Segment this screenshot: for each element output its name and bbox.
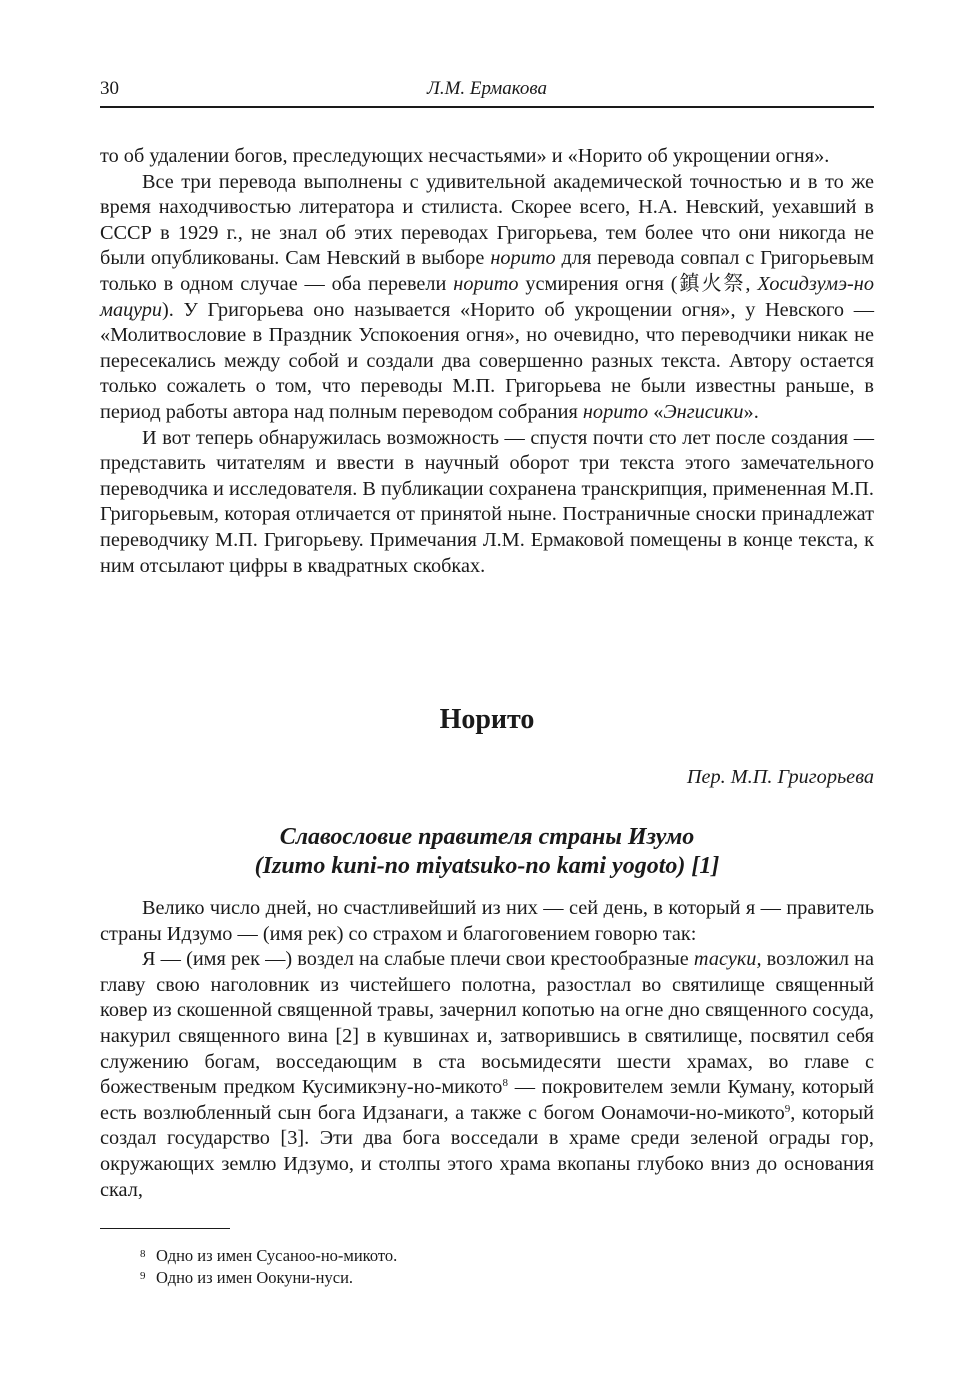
footnote [100, 1245, 874, 1267]
footnote-divider [100, 1228, 230, 1229]
prayer-subtitle [100, 823, 874, 881]
footnote-ref: 8 [502, 1077, 508, 1090]
page-header [100, 76, 874, 108]
subtitle-line: (Izumo kuni-no miyatsuko-no kami yogoto) [1] [254, 853, 720, 879]
page-number: 30 [100, 78, 119, 99]
footnote-ref: 9 [784, 1102, 791, 1115]
footnote-mark: 9 [140, 1270, 146, 1282]
paragraph: Я — (имя рек —) воздел на слабые плечи свои крестообразные тасуки, возложил на главу свою наголовник из чистейшего полотна, разостлал во святилище священный ковер из скошенной священной травы, зачернил копотью на огне дно священного сосуда, накурил священного вина [2] в кувшинах и, затворившись в святилище, посвятил себя служению богам, восседающим в ста восьмидесяти шести храмах, во главе с божественым предком Кусимикэну-но-микото$^8$ — покровителем земли Куману, который есть возлюбленный сын бога Идзанаги, а также с богом Оонамочи-но-микото$^9$, который создал государство [3]. Эти два бога восседали в храме среди зеленой ограды гор, окружающих землю Идзумо, и столпы этого храма вкопаны глубоко вниз до основания скал, [100, 948, 875, 1201]
intro-text [100, 144, 874, 579]
prayer-text [100, 896, 874, 1203]
paragraph: то об удалении богов, преследующих несчастьями» и «Норито об укрощении огня». [100, 145, 830, 167]
subtitle-line: Славословие правителя страны Изумо [279, 824, 695, 850]
section-title: Норито [439, 704, 535, 735]
translator-credit: Пер. М.П. Григорьева [686, 766, 874, 788]
footnote [100, 1267, 874, 1289]
footnote-text: Одно из имен Оокуни-нуси. [156, 1268, 354, 1287]
paragraph: Велико число дней, но счастливейший из них — сей день, в который я — правитель страны Идзумо — (имя рек) со страхом и благоговением говорю так: [100, 897, 874, 945]
paragraph: Все три перевода выполнены с удивительной академической точностью и в то же время находчивостью литератора и стилиста. Скорее всего, Н.А. Невский, уехавший в СССР в 1929 г., не знал об этих переводах Григорьева, тем более что они никогда не были опубликованы. Сам Невский в выборе норито для перевода совпал с Григорьевым только в одном случае — оба перевели норито усмирения огня (鎮火祭, Хосидзумэ-но мацури). У Григорьева оно называется «Норито об укрощении огня», у Невского — «Молитвословие в Праздник Успокоения огня», но очевидно, что переводчики никак не пересекались между собой и создали два совершенно разных текста. Автору остается только сожалеть о том, что переводы М.П. Григорьева не были известны раньше, в период работы автора над полным переводом собрания норито «Энгисики». [100, 170, 875, 423]
running-title: Л.М. Ермакова [426, 78, 547, 99]
paragraph: И вот теперь обнаружилась возможность — спустя почти сто лет после создания — представить читателям и ввести в научный оборот три текста этого замечательного переводчика и исследователя. В публикации сохранена транскрипция, примененная М.П. Григорьевым, которая отличается от принятой ныне. Постраничные сноски принадлежат переводчику М.П. Григорьеву. Примечания Л.М. Ермаковой помещены в конце текста, к ним отсылают цифры в квадратных скобках. [100, 426, 874, 577]
footnote-mark: 8 [140, 1248, 146, 1260]
footnote-text: Одно из имен Сусаноо-но-микото. [156, 1246, 398, 1265]
footnotes [100, 1245, 874, 1289]
